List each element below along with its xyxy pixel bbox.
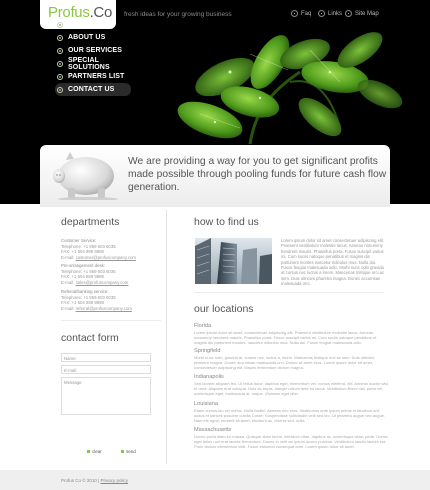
menu-bullet-icon <box>57 22 63 28</box>
menu-bullet-icon <box>57 74 63 80</box>
footer-copyright: Profus Co © 2010 | <box>61 478 101 483</box>
top-nav-site-map[interactable] <box>345 10 379 17</box>
departments-title: departments <box>61 216 120 228</box>
find-us-text: Lorem ipsum dolor sit amet consectetuer adipiscing elit. Praesent vestibulum molestie lacus. Aenean nonummy hendrerit mauris. Phasellus porta. Fusce suscipit varius mi. Cum sociis natoque penatibus et magnis dis parturient montes nascetur ridiculus mus. Nulla dui. Fusce feugiat malesuada odio. Morbi nunc odio gravida at cursus nec luctus a lorem. Maecenas tristique orci ac sem. Duis ultricies pharetra magna. Donec accumsan malesuada orci. <box>281 238 385 287</box>
send-button[interactable] <box>121 449 136 454</box>
message-field[interactable]: Message: <box>61 377 151 415</box>
circle-dot-icon <box>291 10 298 17</box>
menu-bullet-icon <box>57 35 63 41</box>
logo-word: Profus <box>48 4 90 21</box>
divider <box>61 320 161 321</box>
name-field[interactable]: Name: <box>61 353 151 362</box>
location-item <box>194 401 390 423</box>
location-text: Morbi nunc odio, gravida at, cursus nec, luctus a, lorem. Maecenas tristique orci ac sem. Duis ultricies pharetra magna. Donec accumsan malesuada orci. Donec sit amet eros. Lorem ipsum dolor sit amet, consectetuer adipiscing elit. Mauris fermentum dictum magna. <box>194 355 375 370</box>
location-city: Massachusetts <box>194 427 232 433</box>
location-item <box>194 374 390 396</box>
divider <box>194 292 384 293</box>
department-name: Referral/banking service: <box>61 289 109 294</box>
building-image <box>195 238 272 284</box>
department-email-link[interactable]: referral@profuscompany.com <box>75 305 132 311</box>
location-item <box>194 348 390 370</box>
menu-label: HOME <box>68 21 90 28</box>
top-nav-faq[interactable] <box>291 10 311 17</box>
department-name: Pre-arrangement desk: <box>61 263 105 268</box>
menu-label: ABOUT US <box>68 34 106 41</box>
menu-item-special-solutions[interactable] <box>55 57 131 70</box>
email-field[interactable]: E-mail: <box>61 365 151 374</box>
department-email-link[interactable]: sales@profuscompany.com <box>75 279 129 285</box>
top-nav-label: Faq <box>301 10 312 17</box>
department-telephone: Telephone: +1 959 603 6035 <box>61 243 116 249</box>
tagline: fresh ideas for your growing business <box>124 11 232 18</box>
menu-bullet-icon <box>57 61 63 67</box>
clear-button[interactable] <box>87 449 102 454</box>
menu-label: PARTNERS LIST <box>68 73 125 80</box>
location-item <box>194 323 390 345</box>
department-fax: FAX: +1 504 889 9898 <box>61 249 104 255</box>
top-nav-label: Links <box>328 10 343 17</box>
location-item <box>194 427 390 449</box>
department-email-label: E-mail: <box>61 254 76 260</box>
piggy-bank-image <box>48 150 120 200</box>
menu-label: CONTACT US <box>68 86 115 93</box>
department-email-link[interactable]: customer@profuscompany.com <box>75 254 136 260</box>
menu-label: OUR SERVICES <box>68 47 122 54</box>
menu-item-partners-list[interactable] <box>55 70 131 83</box>
department-fax: FAX: +1 504 889 9898 <box>61 274 104 280</box>
location-city: Indianapolis <box>194 374 224 380</box>
privacy-policy-link[interactable]: Privacy policy <box>100 478 129 483</box>
circle-dot-icon <box>318 10 325 17</box>
department-email-label: E-mail: <box>61 305 76 311</box>
leaf-plant-image <box>130 32 430 144</box>
department-telephone: Telephone: +1 959 603 6035 <box>61 294 116 300</box>
menu-bullet-icon <box>57 87 63 93</box>
contact-form-title: contact form <box>61 332 119 344</box>
menu-label: SPECIAL SOLUTIONS <box>68 56 110 71</box>
top-nav-label: Site Map <box>355 10 379 17</box>
bullet-square-icon <box>87 450 90 453</box>
menu-item-about-us[interactable] <box>55 31 131 44</box>
find-us-title: how to find us <box>194 216 259 228</box>
department-email-label: E-mail: <box>61 279 76 285</box>
menu-item-contact-us[interactable] <box>55 83 131 96</box>
footer-text <box>61 478 128 483</box>
location-text: Etiam cursus leo vel metus. Nulla facilisi. Aenean nec eros. Vestibulum ante ipsum primis in faucibus orci luctus et ultrices posuere cubilia Curae; Suspendisse sollicitudin velit sed leo. Ut pharetra augue nec augue. Nam elit agna, endrerit sit amet, tincidunt ac, viverra sed, nulla. <box>194 408 385 423</box>
location-text: Sed laoreet aliquam leo. Ut tellus dolor, dapibus eget, elementum vel, cursus eleifend, elit. Aenean auctor wisi et urna. Aliquam erat volutpat. Duis ac turpis. Integer rutrum ante eu lacus. Vestibulum libero nisl, porta vel, scelerisque eget, malesuada at, neque. Vivamus eget nibh. <box>194 381 389 396</box>
logo-suffix: .Co <box>89 4 113 21</box>
main-menu <box>55 18 131 96</box>
locations-title: our locations <box>194 303 254 315</box>
location-city: Florida <box>194 323 212 329</box>
clear-button-label: clear <box>92 449 102 454</box>
menu-bullet-icon <box>57 48 63 54</box>
promo-text: We are providing a way for you to get significant profits made possible through pooling funds for future cash flow generation. <box>128 156 387 193</box>
location-city: Springfield <box>194 348 221 354</box>
bullet-square-icon <box>121 450 124 453</box>
department-telephone: Telephone: +1 959 603 6035 <box>61 268 116 274</box>
department-group <box>61 289 161 311</box>
location-text: Donec porta diam eu massa. Quisque diam lorem, interdum vitae, dapibus ac, scelerisque vitae, pede. Donec eget tellus non erat lacinia fermentum. Donec in velit vel ipsum auctor pulvinar. Vestibulum iaculis lacinia est. Proin dictum elementum velit. Fusce euismod consequat ante. Lorem ipsum dolor sit amet. <box>194 434 388 449</box>
top-nav-links[interactable] <box>318 10 342 17</box>
department-group <box>61 263 161 285</box>
department-fax: FAX: +1 504 889 9898 <box>61 300 104 306</box>
circle-dot-icon <box>345 10 352 17</box>
column-divider <box>166 210 167 464</box>
location-city: Louisiana <box>194 401 218 407</box>
department-group <box>61 238 161 260</box>
department-name: Customer Service: <box>61 238 97 243</box>
menu-item-home[interactable] <box>55 18 131 31</box>
send-button-label: send <box>126 449 136 454</box>
menu-item-our-services[interactable] <box>55 44 131 57</box>
location-text: Lorem ipsum dolor sit amet, consectetuer adipiscing elit. Praesent vestibulum molestie lacus. Aenean nonummy hendrerit mauris. Phasellus porta. Fusce suscipit varius mi. Cum sociis natoque penatibus et magnis dis parturient montes, nascetur ridiculus mus. Nulla dui. Fusce feugiat malesuada odio. <box>194 330 377 345</box>
